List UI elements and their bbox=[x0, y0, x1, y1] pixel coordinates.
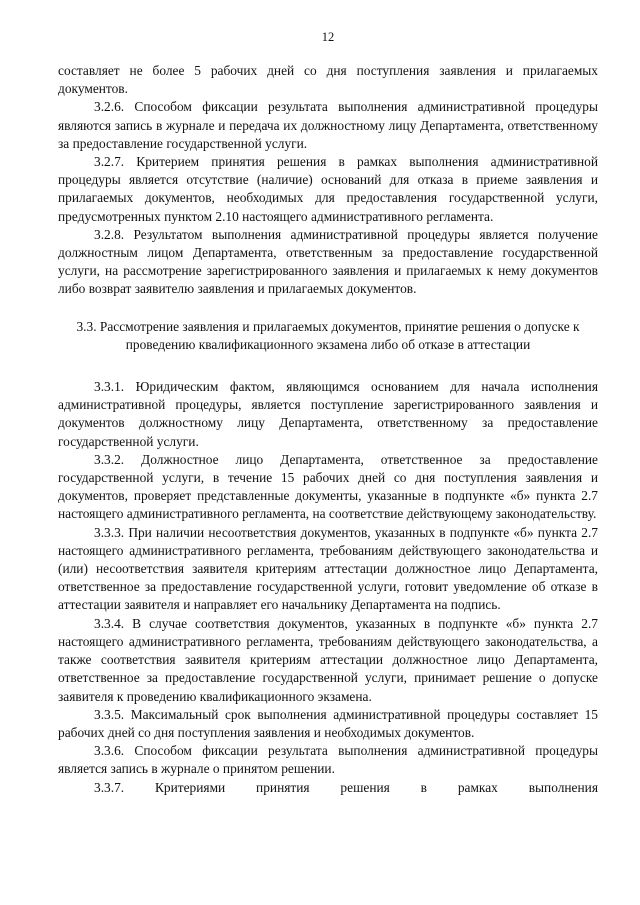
paragraph-3-3-3: 3.3.3. При наличии несоответствия документов, указанных в подпункте «б» пункта 2.7 настоящего административного регламента, требованиям действующего законодательства и (или) несоответствия заявителя критериям аттестации должностное лицо Департамента, ответственное за предоставление государственной услуги, готовит уведомление об отказе в аттестации заявителя и направляет его начальнику Департамента на подпись. bbox=[58, 524, 598, 613]
paragraph-3-2-8: 3.2.8. Результатом выполнения административной процедуры является получение должностным лицом Департамента, ответственным за предоставление государственной услуги, на рассмотрение зарегистрированного заявления и прилагаемых к нему документов либо возврат заявителю заявления и прилагаемых документов. bbox=[58, 226, 598, 297]
paragraph-3-3-7: 3.3.7. Критериями принятия решения в рамках выполнения bbox=[94, 779, 598, 795]
paragraph-3-3-2: 3.3.2. Должностное лицо Департамента, ответственное за предоставление государственной услуги, в течение 15 рабочих дней со дня поступления заявления и документов, проверяет представленные документы, указанные в подпункте «б» пункта 2.7 настоящего административного регламента, на соответствие действующему законодательству. bbox=[58, 451, 598, 522]
paragraph-3-3-4: 3.3.4. В случае соответствия документов, указанных в подпункте «б» пункта 2.7 настоящего административного регламента, требованиям действующего законодательства, а также соответствия заявителя критериям аттестации должностное лицо Департамента, ответственное за предоставление государственной услуги, принимает решение о допуске заявителя к проведению квалификационного экзамена. bbox=[58, 615, 598, 704]
paragraph-3-2-6: 3.2.6. Способом фиксации результата выполнения административной процедуры являются запись в журнале и передача их должностному лицу Департамента, ответственному за предоставление государственной услуги. bbox=[58, 99, 598, 151]
paragraph-continuation: составляет не более 5 рабочих дней со дня поступления заявления и прилагаемых документов. bbox=[58, 63, 598, 97]
document-page bbox=[58, 0, 598, 905]
page-number: 12 bbox=[321, 30, 335, 44]
paragraph-3-3-6: 3.3.6. Способом фиксации результата выполнения административной процедуры является запись в журнале о принятом решении. bbox=[58, 743, 598, 777]
section-heading-3-3: 3.3. Рассмотрение заявления и прилагаемых документов, принятие решения о допуске к проведению квалификационного экзамена либо об отказе в аттестации bbox=[76, 318, 580, 352]
paragraph-3-3-1: 3.3.1. Юридическим фактом, являющимся основанием для начала исполнения административной процедуры, является поступление зарегистрированного заявления и документов должностному лицу Департамента, ответственному за предоставление государственной услуги. bbox=[58, 379, 598, 449]
paragraph-3-3-5: 3.3.5. Максимальный срок выполнения административной процедуры составляет 15 рабочих дней со дня поступления заявления и необходимых документов. bbox=[58, 706, 598, 740]
paragraph-3-2-7: 3.2.7. Критерием принятия решения в рамках выполнения административной процедуры является отсутствие (наличие) оснований для отказа в приеме заявления и прилагаемых документов, необходимых для предоставления государственной услуги, предусмотренных пунктом 2.10 настоящего административного регламента. bbox=[58, 154, 598, 224]
document-body bbox=[58, 62, 598, 797]
